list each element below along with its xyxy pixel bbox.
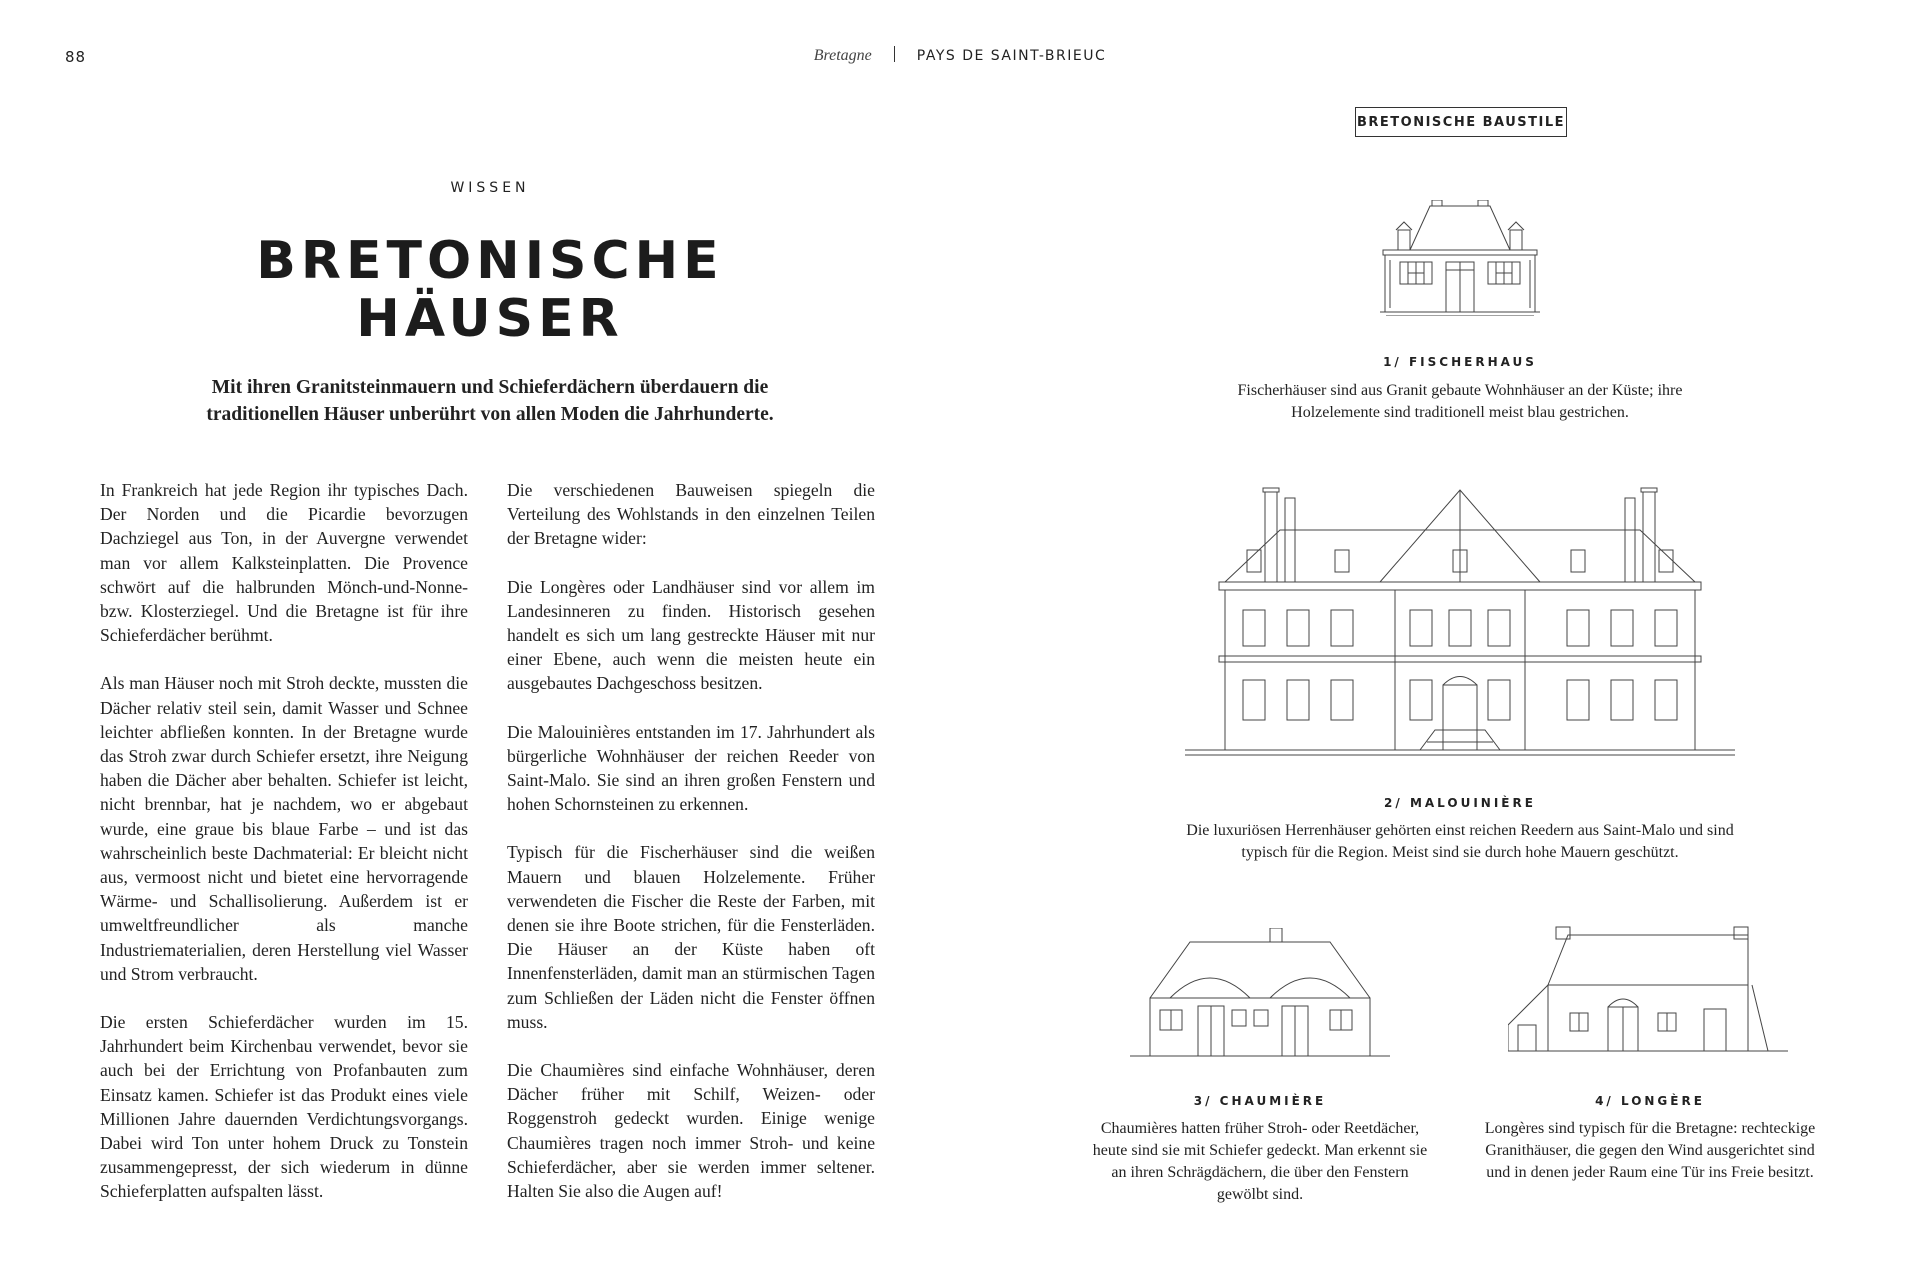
running-head-divider (894, 46, 895, 62)
running-head-region: Bretagne (813, 47, 872, 64)
style-description: Chaumières hatten früher Stroh- oder Reetdächer, heute sind sie mit Schiefer gedeckt. Man erkennt sie an ihren Schrägdächern, die über den Fenstern gewölbt sind. (1092, 1120, 1428, 1203)
style-title: 4/ LONGÈRE (1595, 1094, 1705, 1108)
article-paragraph: Als man Häuser noch mit Stroh deckte, mussten die Dächer relativ steil sein, damit Wasser und Schnee leichter abfließen konnten. In der Bretagne wurde das Stroh zwar durch Schiefer ersetzt, ihre Neigung haben die Dächer aber behalten. Schiefer ist leicht, nicht brennbar, hat je nachdem, wo er abgebaut wurde, eine graue bis blaue Farbe – und ist das wahrscheinlich beste Dachmaterial: Er bleicht nicht aus, vermoost nicht und bietet eine hervorragende Wärme- und Schallisolierung. Außerdem ist er umweltfreundlicher als manche Industriematerialien, deren Herstellung viel Wasser und Strom verbraucht. (100, 673, 468, 984)
lead-paragraph: Mit ihren Granitsteinmauern und Schieferdächern überdauern die traditionellen Häuser unberührt von allen Moden die Jahrhunderte. (206, 377, 774, 425)
style-title: 2/ MALOUINIÈRE (1384, 796, 1536, 810)
style-description: Fischerhäuser sind aus Granit gebaute Wohnhäuser an der Küste; ihre Holzelemente sind traditionell meist blau gestrichen. (1237, 382, 1683, 421)
article-column-1 (100, 478, 468, 1228)
fischerhaus-illustration (1380, 200, 1540, 316)
running-head-place: PAYS DE SAINT-BRIEUC (916, 48, 1107, 64)
page-number: 88 (65, 48, 87, 66)
page-title (160, 232, 820, 348)
article-paragraph: Die Malouinières entstanden im 17. Jahrhundert als bürgerliche Wohnhäuser der reichen Reeder von Saint-Malo. Sie sind an ihren großen Fenstern und hohen Schornsteinen zu erkennen. (507, 721, 875, 815)
longere-illustration (1508, 925, 1788, 1053)
style-description: Longères sind typisch für die Bretagne: rechteckige Granithäuser, die gegen den Wind ausgerichtet sind und in denen jeder Raum eine Tür ins Freie besitzt. (1484, 1120, 1816, 1181)
style-title: 3/ CHAUMIÈRE (1193, 1094, 1327, 1108)
article-paragraph: Die ersten Schieferdächer wurden im 15. Jahrhundert beim Kirchenbau verwendet, bevor sie auch bei der Errichtung von Profanbauten zum Einsatz kamen. Schiefer ist das Produkt eines viele Millionen Jahre dauernden Verdichtungsvorgangs. Dabei wird Ton unter hohem Druck zu Tonstein zusammengepresst, der sich wiederum in dünne Schieferplatten aufspalten lässt. (100, 1012, 468, 1202)
article-column-2 (507, 478, 875, 1227)
style-description: Die luxuriösen Herrenhäuser gehörten einst reichen Reedern aus Saint-Malo und sind typisch für die Region. Meist sind sie durch hohe Mauern geschützt. (1186, 822, 1734, 861)
style-title: 1/ FISCHERHAUS (1383, 355, 1537, 369)
styles-box-label: BRETONISCHE BAUSTILE (1355, 107, 1567, 137)
page-title-line-2: HÄUSER (356, 289, 624, 349)
page-title-line-1: BRETONISCHE (256, 231, 724, 291)
running-head (0, 46, 1920, 65)
article-paragraph: Typisch für die Fischerhäuser sind die weißen Mauern und blauen Holzelemente. Früher verwendeten die Fischer die Reste der Farben, mit denen sie ihre Boote strichen, für die Fensterläden. Die Häuser an der Küste haben oft Innenfensterläden, damit man an stürmischen Tagen zum Schließen der Läden nicht die Fenster öffnen muss. (507, 842, 875, 1032)
article-paragraph: Die Longères oder Landhäuser sind vor allem im Landesinneren zu finden. Historisch gesehen handelt es sich um lang gestreckte Häuser mit nur einer Ebene, auch wenn die meisten heute ein ausgebautes Dachgeschoss besitzen. (507, 576, 875, 694)
article-paragraph: In Frankreich hat jede Region ihr typisches Dach. Der Norden und die Picardie bevorzugen Dachziegel aus Ton, in der Auvergne verwendet man vor allem Kalksteinplatten. Die Provence schwört auf die halbrunden Mönch-und-Nonne- bzw. Klosterziegel. Und die Bretagne ist für ihre Schieferdächer berühmt. (100, 480, 468, 646)
article-paragraph: Die Chaumières sind einfache Wohnhäuser, deren Dächer früher mit Schilf, Weizen- oder Roggenstroh gedeckt wurden. Einige wenige Chaumières tragen noch immer Stroh- und keine Schieferdächer, aber sie werden immer seltener. Halten Sie also die Augen auf! (507, 1060, 875, 1202)
article-paragraph: Die verschiedenen Bauweisen spiegeln die Verteilung des Wohlstands in den einzelnen Teilen der Bretagne wider: (507, 480, 875, 549)
chaumiere-illustration (1130, 928, 1390, 1058)
malouiniere-illustration (1185, 480, 1735, 760)
section-label: WISSEN (450, 180, 530, 196)
